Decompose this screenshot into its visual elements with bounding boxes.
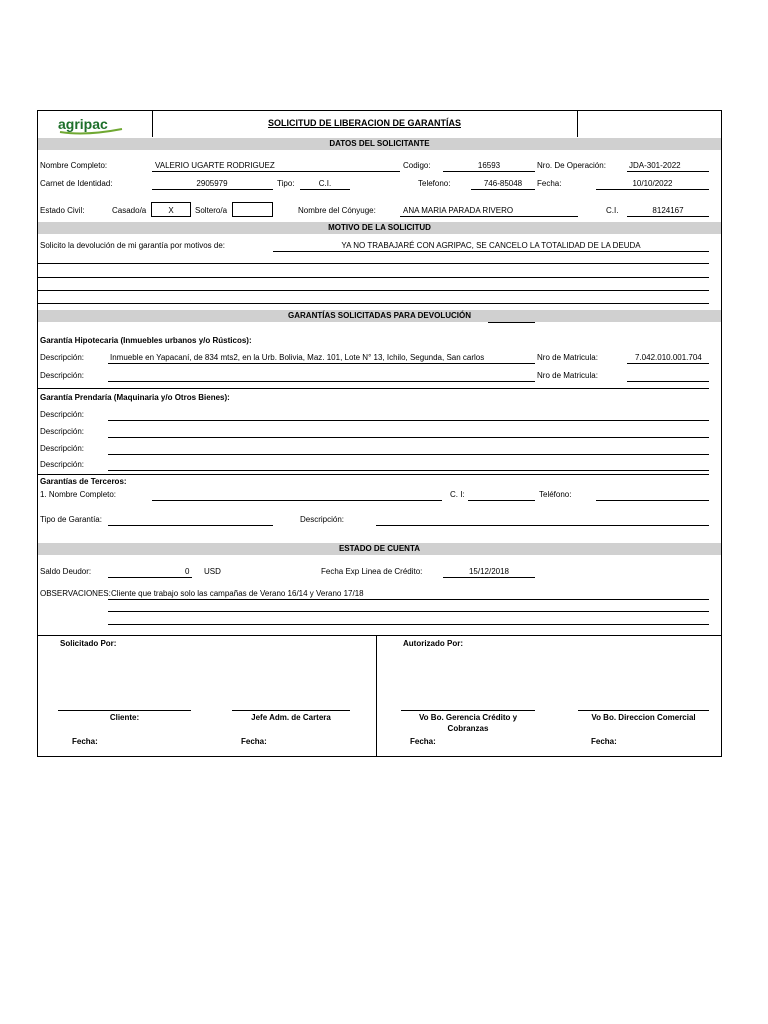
tipo-underline	[300, 189, 350, 190]
third-desc-label: Descripción:	[300, 515, 345, 524]
third-type-underline	[108, 525, 273, 526]
pledge-divider	[38, 474, 709, 475]
third-desc-underline	[376, 525, 709, 526]
reason-value: YA NO TRABAJARÉ CON AGRIPAC, SE CANCELO LA TOTALIDAD DE LA DEUDA	[341, 241, 641, 250]
reason-line-4	[38, 290, 709, 291]
operation-label: Nro. De Operación:	[537, 161, 606, 170]
married-value: X	[168, 206, 174, 215]
third-phone-label: Teléfono:	[539, 490, 572, 499]
matricula2-underline	[627, 381, 709, 382]
third-ci-label: C. I:	[450, 490, 465, 499]
pledge-desc4-label: Descripción:	[40, 460, 85, 469]
header-divider-right	[577, 110, 578, 137]
currency: USD	[204, 567, 221, 576]
pledge-desc2-label: Descripción:	[40, 427, 85, 436]
credit-sign-label-2: Cobranzas	[447, 724, 489, 733]
id-label: Carnet de Identidad:	[40, 179, 113, 188]
section-reason: MOTIVO DE LA SOLICITUD	[38, 222, 721, 234]
mortgage-title: Garantía Hipotecaria (Inmuebles urbanos y/o Rústicos):	[40, 336, 252, 345]
third-type-label: Tipo de Garantía:	[40, 515, 102, 524]
third-ci-underline	[468, 500, 535, 501]
obs-underline-1	[108, 599, 709, 600]
section-applicant: DATOS DEL SOLICITANTE	[38, 138, 721, 150]
reason-line-3	[38, 277, 709, 278]
matricula2-label: Nro de Matricula:	[537, 371, 598, 380]
agripac-logo	[56, 114, 126, 136]
portfolio-sign-label: Jefe Adm. de Cartera	[251, 713, 331, 722]
tipo-label: Tipo:	[277, 179, 295, 188]
balance-label: Saldo Deudor:	[40, 567, 92, 576]
commercial-sign-line	[578, 710, 709, 711]
date-underline	[596, 189, 709, 190]
svg-text:agripac: agripac	[58, 116, 108, 132]
name-value: VALERIO UGARTE RODRIGUEZ	[155, 161, 275, 170]
guarantees-mark	[488, 322, 535, 323]
obs-underline-2	[108, 611, 709, 612]
mortgage-desc-underline	[108, 363, 535, 364]
civil-label: Estado Civil:	[40, 206, 85, 215]
name-underline	[152, 171, 400, 172]
code-underline	[443, 171, 535, 172]
signature-top-border	[38, 635, 721, 636]
id-underline	[152, 189, 273, 190]
date-value: 10/10/2022	[632, 179, 673, 188]
mortgage-desc2-underline	[108, 381, 535, 382]
spouse-value: ANA MARIA PARADA RIVERO	[403, 206, 514, 215]
mortgage-desc-label: Descripción:	[40, 353, 85, 362]
balance-underline	[108, 577, 192, 578]
obs-value: Cliente que trabajo solo las campañas de Verano 16/14 y Verano 17/18	[111, 589, 364, 598]
spouse-ci-underline	[627, 216, 709, 217]
operation-value: JDA-301-2022	[629, 161, 681, 170]
signature-divider	[376, 635, 377, 757]
phone-label: Telefono:	[418, 179, 451, 188]
third-title: Garantías de Terceros:	[40, 477, 127, 486]
phone-value: 746-85048	[483, 179, 523, 188]
credit-sign-label-1: Vo Bo. Gerencia Crédito y	[418, 713, 518, 722]
third-phone-underline	[596, 500, 709, 501]
reason-line-5	[38, 303, 709, 304]
single-checkbox[interactable]	[232, 202, 273, 217]
credit-sign-line	[401, 710, 535, 711]
portfolio-date-label: Fecha:	[241, 737, 267, 746]
credit-date-value: 15/12/2018	[468, 567, 510, 576]
pledge-desc2-underline	[108, 437, 709, 438]
authorized-by-label: Autorizado Por:	[403, 639, 463, 648]
pledge-desc4-underline	[108, 470, 709, 471]
credit-date-underline	[443, 577, 535, 578]
tipo-value: C.I.	[318, 179, 332, 188]
id-value: 2905979	[196, 179, 228, 188]
matricula-value: 7.042.010.001.704	[635, 353, 702, 362]
client-date-label: Fecha:	[72, 737, 98, 746]
reason-line-2	[38, 263, 709, 264]
mortgage-desc-value: Inmueble en Yapacaní, de 834 mts2, en la Urb. Bolivia, Maz. 101, Lote N° 13, Ichilo, Segunda, San carlos	[110, 353, 485, 362]
date-label: Fecha:	[537, 179, 562, 188]
third-name-underline	[152, 500, 442, 501]
section-guarantees: GARANTÍAS SOLICITADAS PARA DEVOLUCIÓN	[38, 310, 721, 322]
balance-value: 0	[185, 567, 190, 576]
third-name-label: 1. Nombre Completo:	[40, 490, 117, 499]
obs-underline-3	[108, 624, 709, 625]
married-label: Casado/a	[112, 206, 147, 215]
pledge-desc1-label: Descripción:	[40, 410, 85, 419]
pledge-desc1-underline	[108, 420, 709, 421]
pledge-desc3-underline	[108, 454, 709, 455]
code-value: 16593	[477, 161, 501, 170]
pledge-desc3-label: Descripción:	[40, 444, 85, 453]
mortgage-divider	[38, 388, 709, 389]
commercial-date-label: Fecha:	[591, 737, 617, 746]
matricula-underline	[627, 363, 709, 364]
credit-date-label: Fecha Exp Linea de Crédito:	[321, 567, 423, 576]
reason-underline	[273, 251, 709, 252]
obs-label: OBSERVACIONES:	[40, 589, 111, 598]
form-title: SOLICITUD DE LIBERACION DE GARANTÍAS	[267, 118, 461, 128]
pledge-title: Garantía Prendaría (Maquinaria y/o Otros Bienes):	[40, 393, 230, 402]
matricula-label: Nro de Matricula:	[537, 353, 598, 362]
portfolio-sign-line	[232, 710, 350, 711]
name-label: Nombre Completo:	[40, 161, 108, 170]
commercial-sign-label: Vo Bo. Direccion Comercial	[591, 713, 696, 722]
operation-underline	[627, 171, 709, 172]
code-label: Codigo:	[403, 161, 431, 170]
credit-date-sign-label: Fecha:	[410, 737, 436, 746]
phone-underline	[471, 189, 535, 190]
spouse-underline	[400, 216, 578, 217]
single-label: Soltero/a	[195, 206, 228, 215]
client-sign-line	[58, 710, 191, 711]
requested-by-label: Solicitado Por:	[60, 639, 117, 648]
mortgage-desc2-label: Descripción:	[40, 371, 85, 380]
client-sign-label: Cliente:	[109, 713, 140, 722]
reason-label: Solicito la devolución de mi garantía por motivos de:	[40, 241, 225, 250]
spouse-ci-value: 8124167	[652, 206, 684, 215]
spouse-ci-label: C.I.	[606, 206, 619, 215]
section-account: ESTADO DE CUENTA	[38, 543, 721, 555]
spouse-label: Nombre del Cónyuge:	[298, 206, 376, 215]
